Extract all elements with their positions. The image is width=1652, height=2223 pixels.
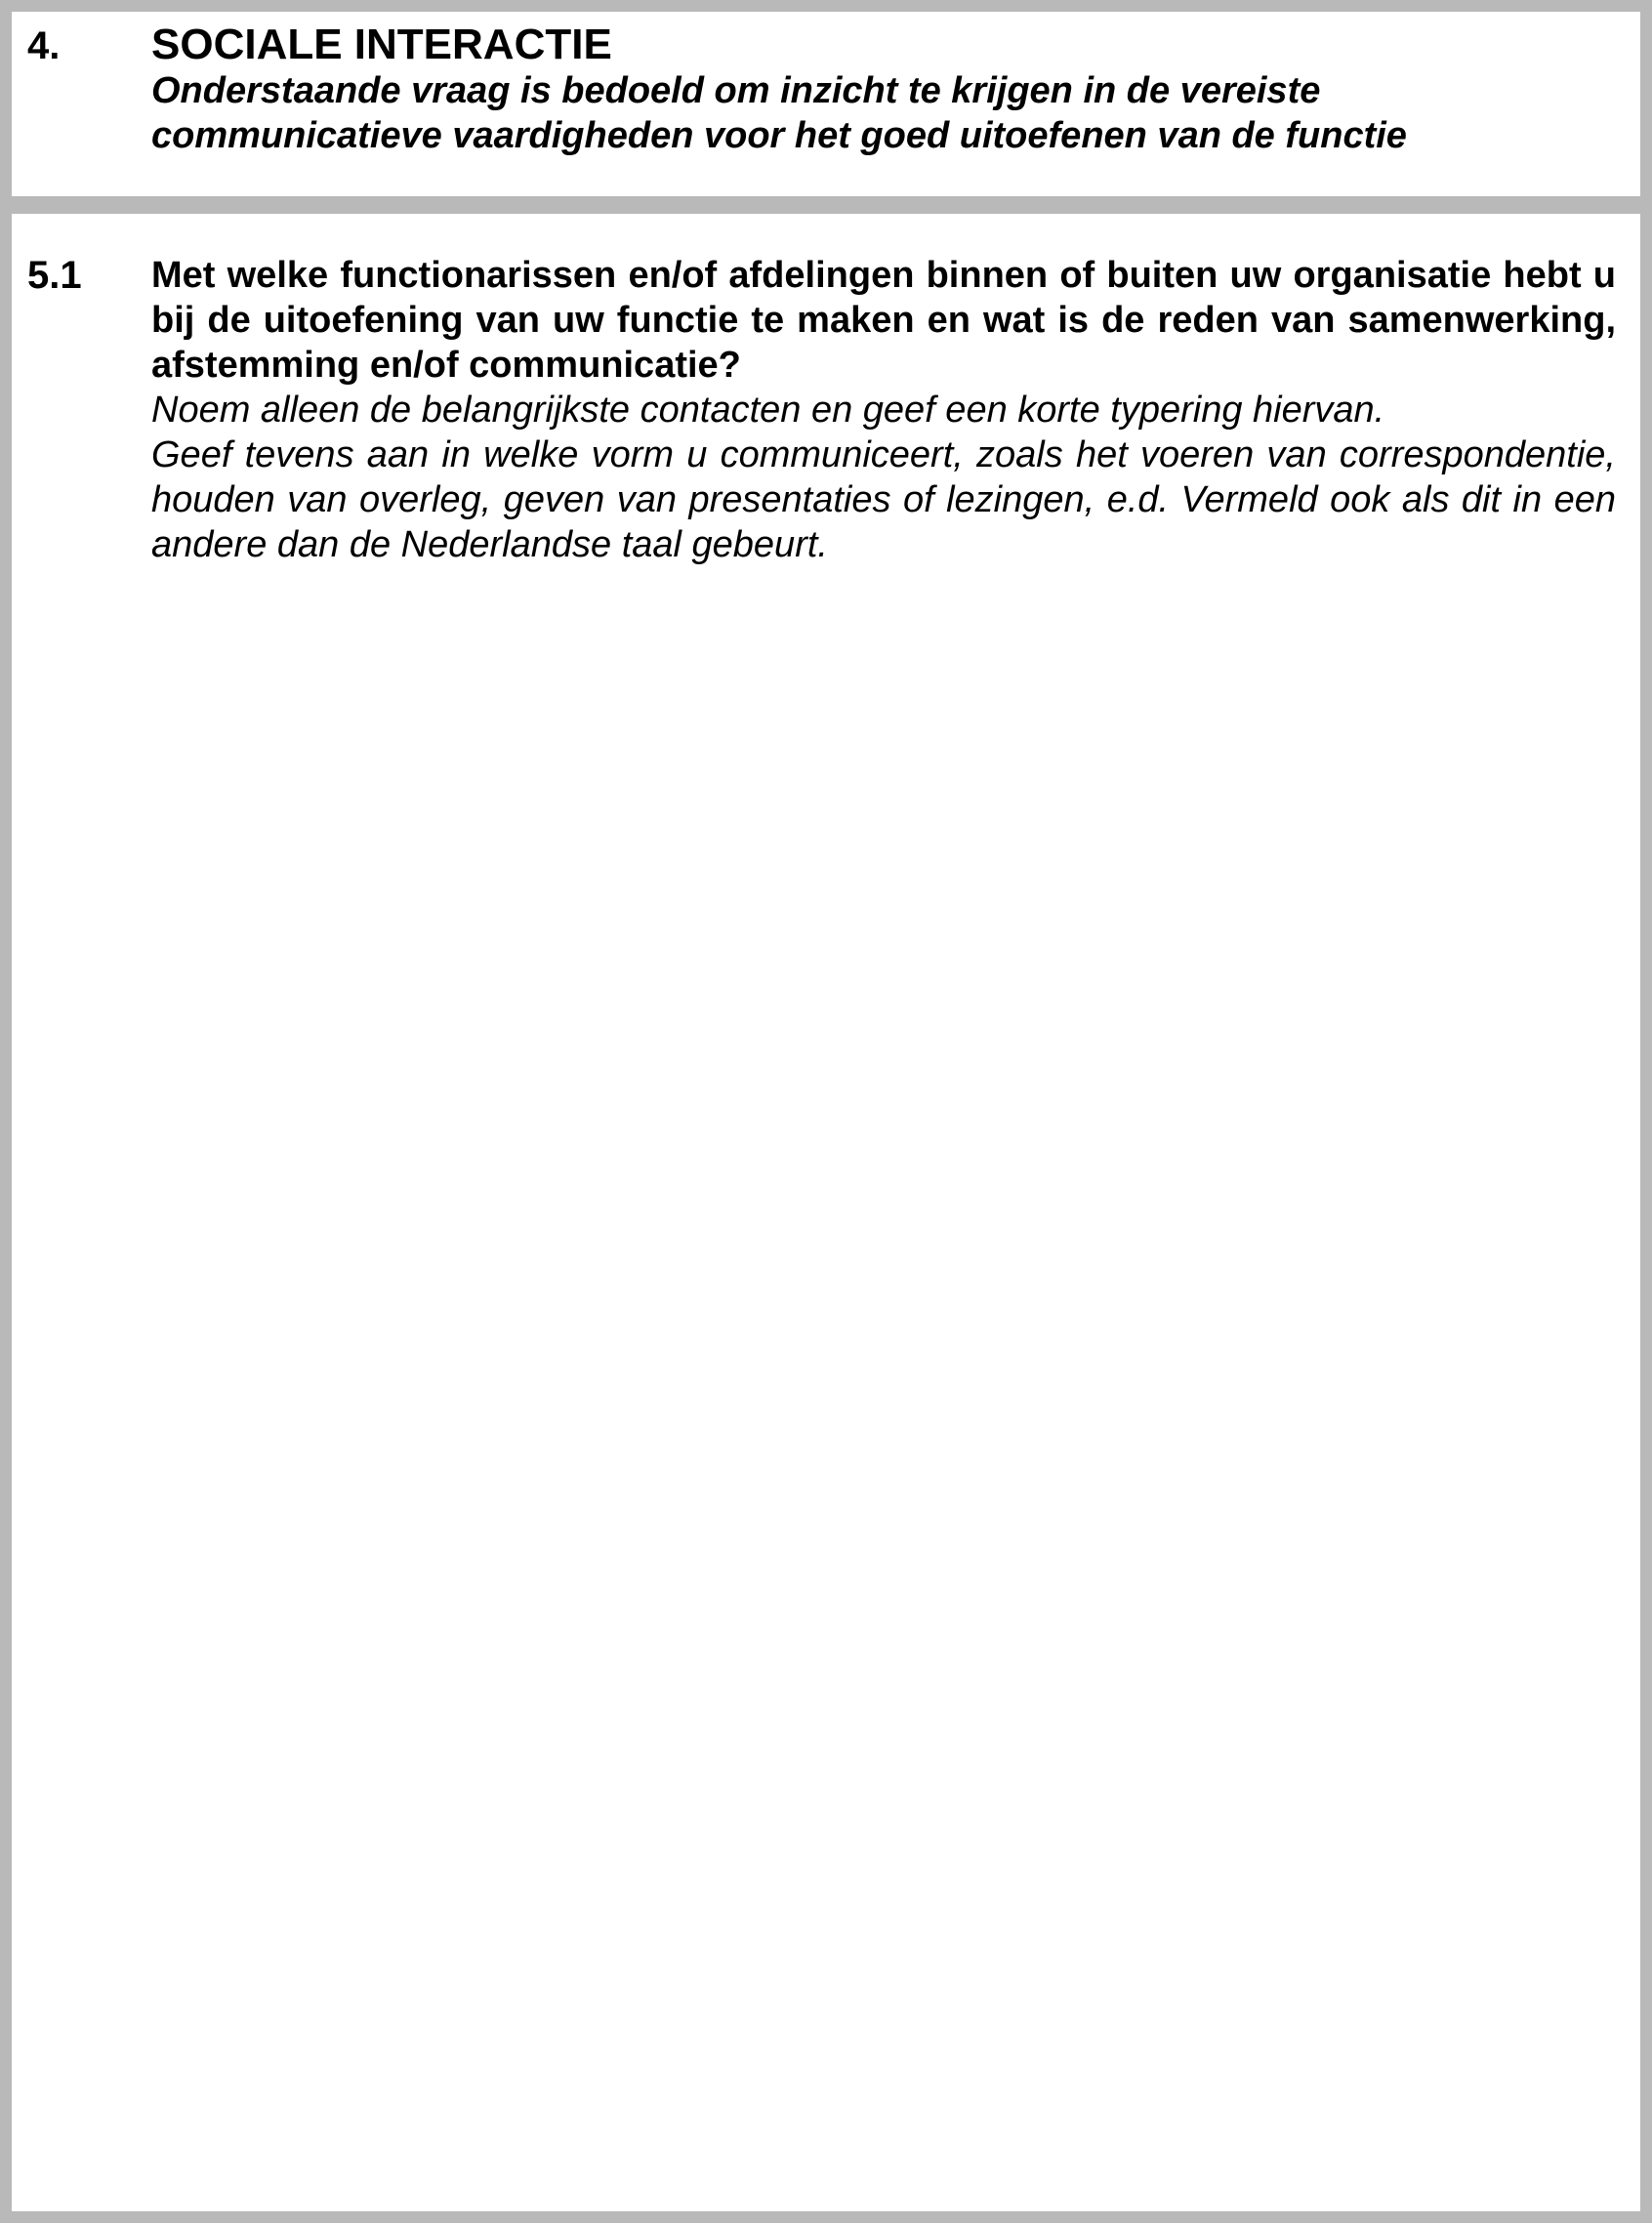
section-header xyxy=(12,12,1640,196)
question-note-contacts: Noem alleen de belangrijkste contacten en geef een korte typering hiervan. xyxy=(151,390,1385,431)
question-note-communication: Geef tevens aan in welke vorm u communiceert, zoals het voeren van correspondentie, houden van overleg, geven van presentaties of lezingen, e.d. Vermeld ook als dit in een andere dan de Nederlandse taal gebeurt. xyxy=(151,434,1616,565)
section-title: SOCIALE INTERACTIE xyxy=(151,21,612,68)
section-subtitle-line1: Onderstaande vraag is bedoeld om inzicht te krijgen in de vereiste xyxy=(151,70,1321,111)
question-text: Met welke functionarissen en/of afdelingen binnen of buiten uw organisatie hebt u bij de uitoefening van uw functie te maken en wat is de reden van samenwerking, afstemming en/of communicatie? xyxy=(151,255,1616,386)
section-subtitle-line2: communicatieve vaardigheden voor het goed uitoefenen van de functie xyxy=(151,115,1407,156)
question-box xyxy=(12,214,1640,2211)
question-number: 5.1 xyxy=(27,254,82,297)
answer-area[interactable] xyxy=(27,585,1625,2196)
section-number: 4. xyxy=(27,24,61,67)
section-header-content xyxy=(151,21,1616,158)
question-content xyxy=(151,253,1616,567)
